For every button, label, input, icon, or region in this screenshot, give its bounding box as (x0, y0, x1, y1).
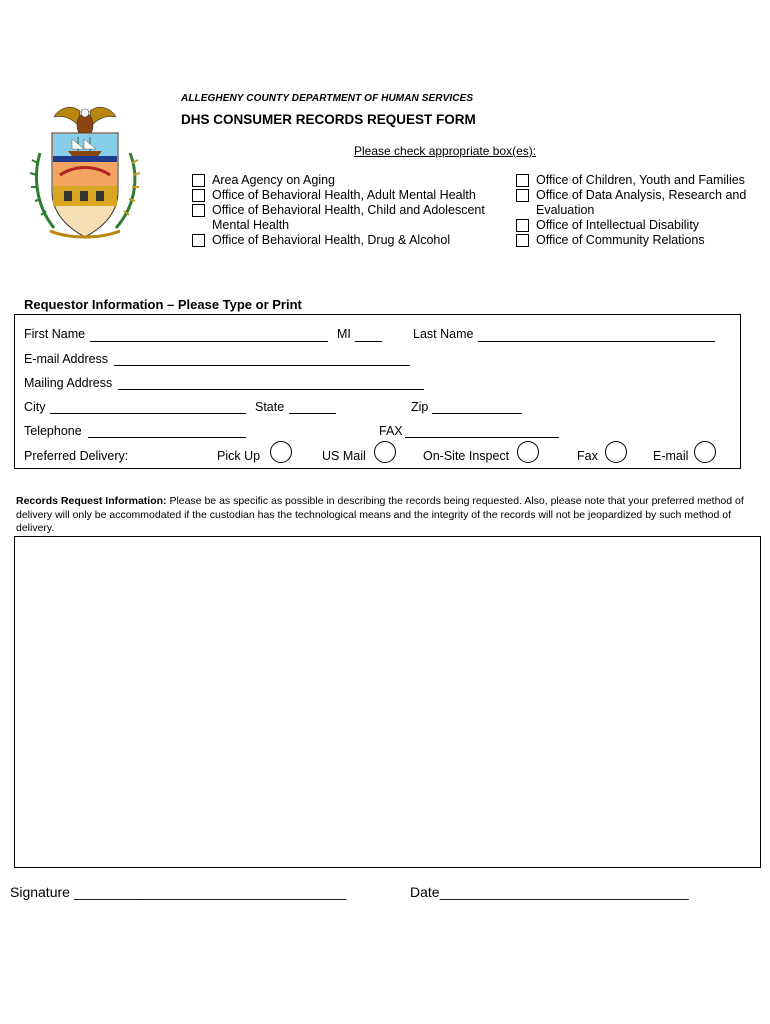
last-name-field[interactable] (478, 327, 715, 342)
department-label: Office of Children, Youth and Families (536, 173, 745, 187)
fax-field[interactable] (405, 423, 559, 438)
left-item[interactable] (192, 203, 502, 218)
checkbox[interactable] (192, 189, 205, 202)
records-request-textarea[interactable] (14, 536, 761, 868)
mi-label: MI (337, 327, 351, 341)
agency-name: ALLEGHENY COUNTY DEPARTMENT OF HUMAN SERVICES (181, 93, 474, 104)
fax-delivery-label: Fax (577, 449, 598, 463)
department-label: Office of Intellectual Disability (536, 218, 700, 232)
pickup-label: Pick Up (217, 449, 261, 463)
preferred-delivery-label: Preferred Delivery: (24, 449, 129, 463)
right-item[interactable] (516, 218, 766, 233)
checkbox[interactable] (516, 174, 529, 187)
first-name-label: First Name (24, 327, 86, 341)
mailing-field[interactable] (118, 375, 424, 390)
telephone-label: Telephone (24, 424, 82, 438)
email-delivery-label: E-mail (653, 449, 689, 463)
checkbox[interactable] (192, 204, 205, 217)
checkbox[interactable] (516, 234, 529, 247)
department-label: Area Agency on Aging (212, 173, 336, 187)
date-label: Date (410, 884, 440, 900)
checkbox[interactable] (516, 219, 529, 232)
usmail-label: US Mail (322, 449, 366, 463)
usmail-radio[interactable] (374, 441, 396, 463)
right-item[interactable] (516, 173, 766, 188)
mi-field[interactable] (355, 327, 382, 342)
fax-label: FAX (379, 424, 403, 438)
records-request-label: Records Request Information: (16, 495, 167, 507)
mailing-label: Mailing Address (24, 376, 113, 390)
fax-radio[interactable] (605, 441, 627, 463)
signature-line[interactable]: Signature ___________________________________ (10, 884, 347, 900)
requestor-heading: Requestor Information – Please Type or Print (24, 297, 302, 312)
city-field[interactable] (50, 399, 246, 414)
onsite-radio[interactable] (517, 441, 539, 463)
first-name-field[interactable] (90, 327, 328, 342)
check-instruction: Please check appropriate box(es): (354, 144, 537, 158)
left-item[interactable] (192, 233, 502, 248)
left-item[interactable] (192, 188, 502, 203)
department-label-continued: Mental Health (212, 218, 290, 232)
county-seal-icon (20, 103, 150, 243)
signature-label: Signature (10, 884, 70, 900)
records-request-text: Please be as specific as possible in describing the records being requested. Also, please note that your preferred method of delivery will only be accommodated if the custodian has the technological means and the integrity of the records will not be jeopardized by such method of delivery. (16, 495, 744, 534)
onsite-label: On-Site Inspect (423, 449, 510, 463)
city-label: City (24, 400, 46, 414)
zip-label: Zip (411, 400, 429, 414)
form-title: DHS CONSUMER RECORDS REQUEST FORM (181, 112, 476, 127)
date-line[interactable]: Date________________________________ (410, 884, 689, 900)
last-name-label: Last Name (413, 327, 474, 341)
left-item[interactable] (192, 173, 502, 188)
department-label: Office of Community Relations (536, 233, 705, 247)
department-label: Office of Data Analysis, Research and (536, 188, 747, 202)
department-label-continued: Evaluation (536, 203, 595, 217)
checkbox[interactable] (192, 234, 205, 247)
right-item[interactable] (516, 188, 766, 203)
right-item[interactable] (516, 233, 766, 248)
state-label: State (255, 400, 285, 414)
state-field[interactable] (289, 399, 336, 414)
department-label: Office of Behavioral Health, Child and Adolescent (212, 203, 485, 217)
telephone-field[interactable] (88, 423, 246, 438)
checkbox[interactable] (516, 189, 529, 202)
email-radio[interactable] (694, 441, 716, 463)
email-field[interactable] (114, 351, 410, 366)
departments-left (192, 173, 502, 248)
email-label: E-mail Address (24, 352, 109, 366)
checkbox[interactable] (192, 174, 205, 187)
pickup-radio[interactable] (270, 441, 292, 463)
zip-field[interactable] (432, 399, 522, 414)
departments-right (516, 173, 766, 248)
department-label: Office of Behavioral Health, Drug & Alcohol (212, 233, 451, 247)
records-request-info (16, 495, 756, 536)
department-label: Office of Behavioral Health, Adult Mental Health (212, 188, 476, 202)
